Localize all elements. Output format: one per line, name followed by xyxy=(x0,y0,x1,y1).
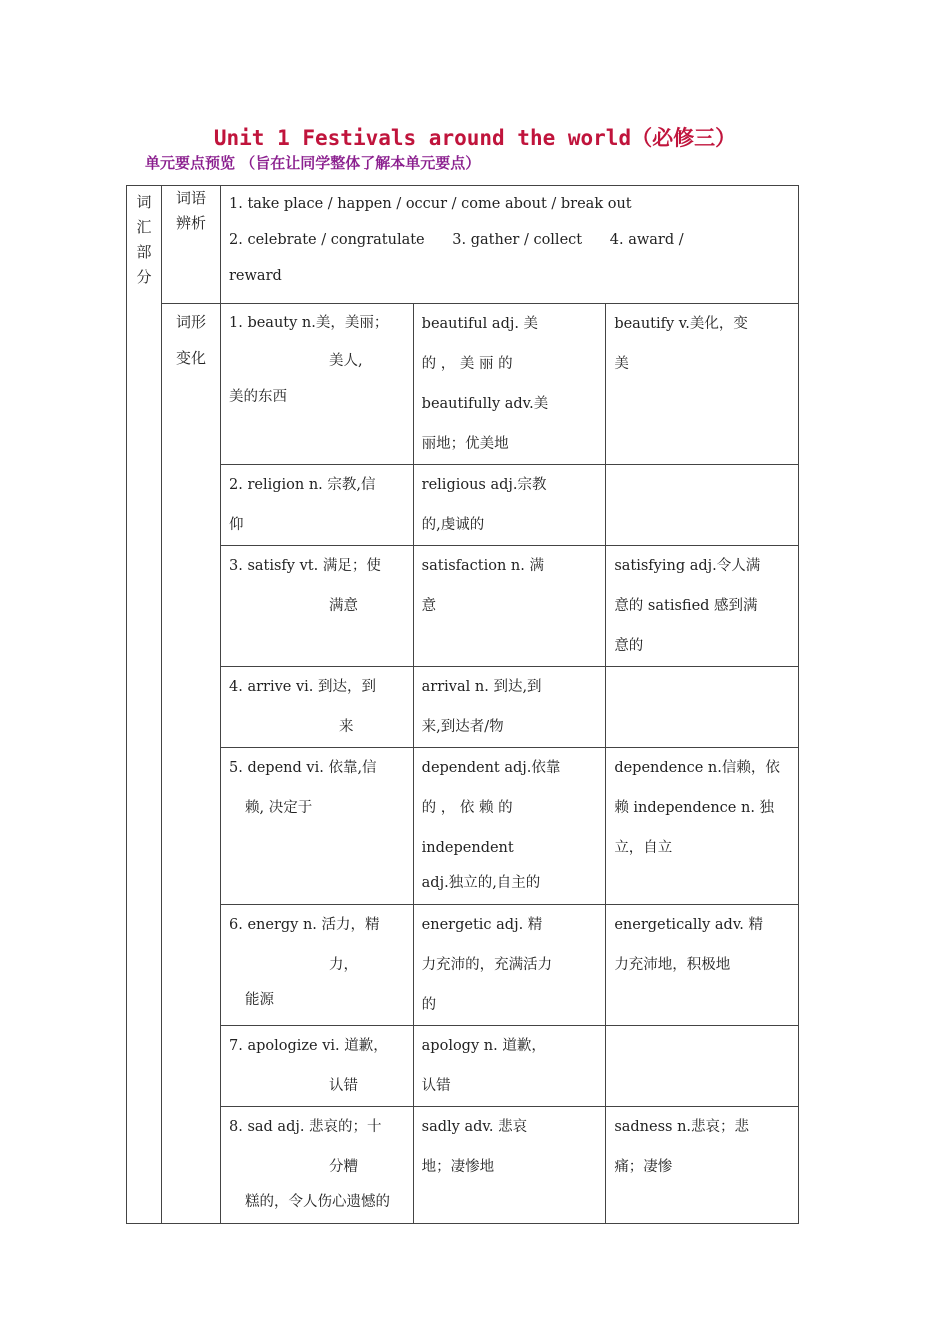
discrimination-content xyxy=(221,186,799,304)
cell-line: 的 ， 依 赖 的 xyxy=(421,800,513,816)
derived-word-cell xyxy=(606,1026,799,1107)
cell-line: 1. beauty n.美，美丽； xyxy=(229,315,389,331)
base-word-cell xyxy=(221,1026,414,1107)
cell-line: 意的 xyxy=(614,638,644,654)
cell-line: beautifully adv.美 xyxy=(421,396,549,412)
cell-line: religious adj.宗教 xyxy=(421,477,547,493)
cell-line: energetically adv. 精 xyxy=(614,917,764,933)
cell-line: 来 xyxy=(339,719,354,735)
base-word-cell xyxy=(221,667,414,748)
section-label-char: 词 xyxy=(136,193,152,211)
cell-line: 意的 satisfied 感到满 xyxy=(614,598,758,614)
cell-line: satisfaction n. 满 xyxy=(421,558,544,574)
word-form-row xyxy=(127,546,799,667)
cell-line: adj.独立的,自主的 xyxy=(421,875,541,891)
cell-line: 力充沛地，积极地 xyxy=(614,957,731,973)
derived-word-cell xyxy=(606,546,799,667)
cell-line: 的 ， 美 丽 的 xyxy=(421,356,513,372)
cell-line: 8. sad adj. 悲哀的；十 xyxy=(229,1119,382,1135)
cell-line: 意 xyxy=(421,598,437,614)
word-form-label: 词形 xyxy=(175,313,206,331)
derived-word-cell xyxy=(413,1026,606,1107)
cell-line: 美 xyxy=(614,356,629,372)
cell-line: 立，自立 xyxy=(614,840,673,856)
cell-line: 能源 xyxy=(245,992,274,1008)
page-title: Unit 1 Festivals around the world（必修三） xyxy=(213,126,737,150)
word-form-row xyxy=(127,1026,799,1107)
word-form-row xyxy=(127,1107,799,1224)
cell-line: 痛；凄惨 xyxy=(614,1159,673,1175)
base-word-cell xyxy=(221,748,414,905)
cell-line: 2. religion n. 宗教,信 xyxy=(229,477,376,493)
cell-line: dependence n.信赖，依 xyxy=(614,760,780,776)
derived-word-cell xyxy=(606,667,799,748)
discrimination-line: reward xyxy=(229,268,282,284)
base-word-cell xyxy=(221,304,414,465)
derived-word-cell xyxy=(413,465,606,546)
cell-line: beautiful adj. 美 xyxy=(421,316,539,332)
discrimination-label: 辨析 xyxy=(175,214,206,232)
derived-word-cell xyxy=(413,304,606,465)
word-form-row xyxy=(127,465,799,546)
discrimination-line: 1. take place / happen / occur / come about / break out xyxy=(229,196,632,212)
section-label-char: 部 xyxy=(136,243,152,261)
cell-line: 6. energy n. 活力，精 xyxy=(229,917,380,933)
cell-line: 分糟 xyxy=(329,1159,358,1175)
cell-line: 的,虔诚的 xyxy=(421,517,485,533)
cell-line: 来,到达者/物 xyxy=(421,719,504,735)
derived-word-cell xyxy=(413,905,606,1026)
derived-word-cell xyxy=(606,1107,799,1224)
cell-line: 仰 xyxy=(229,517,244,533)
word-form-row xyxy=(127,304,799,465)
cell-line: 糕的，令人伤心遗憾的 xyxy=(245,1194,390,1210)
cell-line: sadly adv. 悲哀 xyxy=(421,1119,528,1135)
base-word-cell xyxy=(221,546,414,667)
word-form-label-cell xyxy=(162,304,221,1224)
derived-word-cell xyxy=(413,546,606,667)
word-form-row xyxy=(127,748,799,905)
cell-line: energetic adj. 精 xyxy=(421,917,543,933)
discrimination-label-cell xyxy=(162,186,221,304)
derived-word-cell xyxy=(606,905,799,1026)
cell-line: 赖 independence n. 独 xyxy=(614,800,775,816)
cell-line: satisfying adj.令人满 xyxy=(614,558,761,574)
derived-word-cell xyxy=(606,304,799,465)
cell-line: 认错 xyxy=(421,1078,451,1094)
derived-word-cell xyxy=(606,465,799,546)
section-label-char: 汇 xyxy=(136,218,152,236)
derived-word-cell xyxy=(413,1107,606,1224)
vocabulary-table xyxy=(126,185,799,1224)
cell-line: 美的东西 xyxy=(229,389,287,405)
discrimination-line: 2. celebrate / congratulate 3. gather / collect 4. award / xyxy=(229,232,684,248)
derived-word-cell xyxy=(413,748,606,905)
word-form-row xyxy=(127,905,799,1026)
cell-line: dependent adj.依靠 xyxy=(421,760,561,776)
cell-line: 5. depend vi. 依靠,信 xyxy=(229,760,377,776)
section-label-cell xyxy=(127,186,162,1224)
cell-line: arrival n. 到达,到 xyxy=(421,679,542,695)
cell-line: sadness n.悲哀；悲 xyxy=(614,1119,750,1135)
cell-line: independent xyxy=(421,840,514,856)
base-word-cell xyxy=(221,1107,414,1224)
word-form-label: 变化 xyxy=(175,349,206,367)
cell-line: beautify v.美化，变 xyxy=(614,316,748,332)
cell-line: 美人, xyxy=(329,353,363,369)
cell-line: 丽地；优美地 xyxy=(421,436,509,452)
base-word-cell xyxy=(221,465,414,546)
discrimination-label: 词语 xyxy=(175,189,206,207)
derived-word-cell xyxy=(606,748,799,905)
page-subtitle: 单元要点预览 （旨在让同学整体了解本单元要点） xyxy=(145,154,481,172)
cell-line: 7. apologize vi. 道歉， xyxy=(229,1038,388,1054)
cell-line: 赖, 决定于 xyxy=(245,800,313,816)
cell-line: 力， xyxy=(329,957,358,973)
cell-line: 地；凄惨地 xyxy=(421,1159,495,1175)
word-form-row xyxy=(127,667,799,748)
cell-line: 的 xyxy=(421,997,437,1013)
cell-line: 满意 xyxy=(329,598,358,614)
discrimination-row xyxy=(127,186,799,304)
cell-line: 认错 xyxy=(329,1078,358,1094)
base-word-cell xyxy=(221,905,414,1026)
cell-line: apology n. 道歉， xyxy=(421,1038,546,1054)
derived-word-cell xyxy=(413,667,606,748)
cell-line: 3. satisfy vt. 满足；使 xyxy=(229,558,381,574)
section-label-char: 分 xyxy=(136,268,152,286)
cell-line: 4. arrive vi. 到达，到 xyxy=(229,679,377,695)
cell-line: 力充沛的，充满活力 xyxy=(421,957,553,973)
